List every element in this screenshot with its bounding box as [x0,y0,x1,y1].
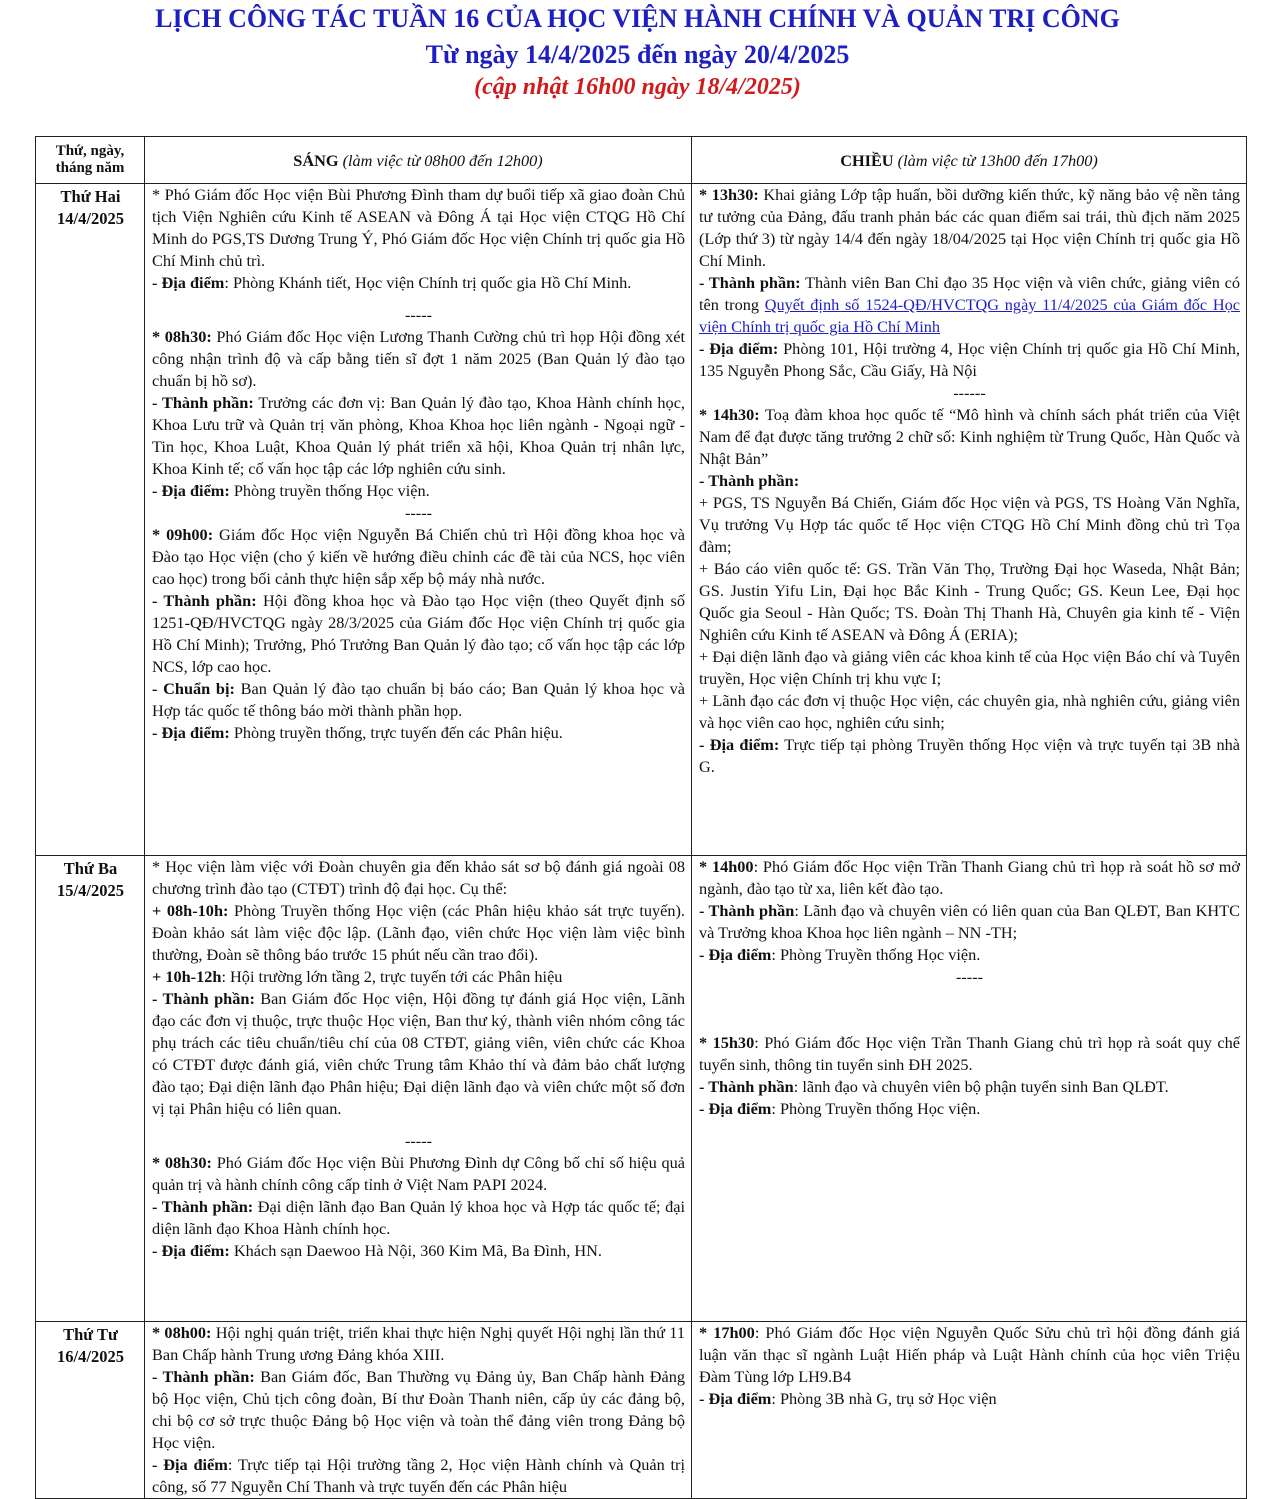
event-location: : Trực tiếp tại Hội trường tầng 2, Học viện Hành chính và Quản trị công, số 77 Nguyễn Chí Thanh và trực tuyến đến các Phân hiệu [152,1455,685,1496]
day-cell [36,1322,145,1499]
event-time: * 13h30: [699,185,759,204]
event-time: * 08h30: [152,1153,212,1172]
header-afternoon-label: CHIỀU [840,150,894,170]
participant-item: + Lãnh đạo các đơn vị thuộc Học viện, các chuyên gia, nhà nghiên cứu, giảng viên và học viên cao học, nghiên cứu sinh; [699,691,1240,732]
event-time: * 14h00 [699,857,754,876]
location-label: - Địa điểm [152,1455,228,1474]
event-location: : Phòng Khánh tiết, Học viện Chính trị quốc gia Hồ Chí Minh. [224,273,632,292]
event-time: + 10h-12h [152,967,222,986]
event-members: Đại diện lãnh đạo Ban Quản lý khoa học và Hợp tác quốc tế; đại diện lãnh đạo Khoa Hành chính học. [152,1197,685,1238]
event-time: * 15h30 [699,1033,755,1052]
event-text: Khai giảng Lớp tập huấn, bồi dưỡng kiến thức, kỹ năng bảo vệ nền tảng tư tưởng của Đảng, đấu tranh phản bác các quan điểm sai trái, thù địch năm 2025 (Lớp thứ 3) từ ngày 14/4 đến ngày 18/04/2025 tại Học viện Chính trị quốc gia Hồ Chí Minh. [699,185,1240,270]
event-location: : Phòng Truyền thống Học viện. [771,945,981,964]
location-label: - Địa điểm [152,1241,225,1260]
prep-label: - Chuẩn bị [152,679,230,698]
afternoon-cell [692,1322,1247,1499]
morning-cell: * Học viện làm việc với Đoàn chuyên gia đến khảo sát sơ bộ đánh giá ngoài 08 chương trình đào tạo (CTĐT) trình độ đại học. Cụ thể: + 08h-10h: Phòng Truyền thống Học viện (các Phân hiệu khảo sát trực tuyến). Đoàn khảo sát làm việc độc lập. (Lãnh đạo, viên chức Học viện làm việc bình thường, Đoàn sẽ thông báo trước 15 phút nếu cần trao đổi). + 10h-12h: Hội trường lớn tầng 2, trực tuyến tới các Phân hiệu - Thành phần: Ban Giám đốc Học viện, Hội đồng tự đánh giá Học viện, Lãnh đạo các đơn vị thuộc, trực thuộc Học viện, Ban thư ký, thành viên nhóm công tác phụ trách các tiêu chuẩn/tiêu chí của 08 CTĐT, giảng viên, viên chức các Khoa có CTĐT được đánh giá, viên chức Trung tâm Khảo thí và đảm bảo chất lượng đào tạo; Đại diện lãnh đạo Phân hiệu; Đại diện lãnh đạo và viên chức một số đơn vị tại Phân hiệu có liên quan. ----- * 08h30: Phó Giám đốc Học viện Bùi Phương Đình dự Công bố chỉ số hiệu quả quản trị và hành chính công cấp tỉnh ở Việt Nam PAPI 2024. - Thành phần: Đại diện lãnh đạo Ban Quản lý khoa học và Hợp tác quốc tế; đại diện lãnh đạo Khoa Hành chính học. - Địa điểm: Khách sạn Daewoo Hà Nội, 360 Kim Mã, Ba Đình, HN. [145,856,692,1322]
event-members: Ban Giám đốc Học viện, Hội đồng tự đánh giá Học viện, Lãnh đạo các đơn vị thuộc, trực thuộc Học viện, Ban thư ký, thành viên nhóm công tác phụ trách các tiêu chuẩn/tiêu chí của 08 CTĐT, giảng viên, viên chức các Khoa có CTĐT được đánh giá, viên chức Trung tâm Khảo thí và đảm bảo chất lượng đào tạo; Đại diện lãnh đạo Phân hiệu; Đại diện lãnh đạo và viên chức một số đơn vị tại Phân hiệu có liên quan. [152,989,685,1118]
event-text: Toạ đàm khoa học quốc tế “Mô hình và chính sách phát triển của Việt Nam để đạt được tăng trưởng 2 chữ số: Kinh nghiệm từ Trung Quốc, Hàn Quốc và Nhật Bản” [699,405,1240,468]
participant-item: + PGS, TS Nguyễn Bá Chiến, Giám đốc Học viện và PGS, TS Hoàng Văn Nghĩa, Vụ trưởng Vụ Hợp tác quốc tế Học viện CTQG Hồ Chí Minh đồng chủ trì Tọa đàm; [699,493,1240,556]
table-row [36,1322,1247,1499]
event-members: Hội đồng khoa học và Đào tạo Học viện (theo Quyết định số 1251-QĐ/HVCTQG ngày 28/3/2025 của Giám đốc Học viện Chính trị quốc gia Hồ Chí Minh); Trưởng, Phó Trưởng Ban Quản lý đào tạo; cố vấn học tập các lớp NCS, lớp cao học. [152,591,685,676]
decision-link[interactable]: Quyết định số 1524-QĐ/HVCTQG ngày 11/4/2025 của Giám đốc Học viện Chính trị quốc gia Hồ Chí Minh [699,295,1240,336]
members-label: - Thành phần [699,471,794,490]
members-label: - Thành phần [152,989,250,1008]
location-label: - Địa điểm [699,1389,772,1408]
event-text: Phó Giám đốc Học viện Lương Thanh Cường chủ trì họp Hội đồng xét công nhận trình độ và cấp bằng tiến sĩ đợt 1 năm 2025 (Ban Quản lý đào tạo chuẩn bị hồ sơ). [152,327,685,390]
event-time: * 17h00 [699,1323,755,1342]
event-location: : Phòng Truyền thống Học viện. [771,1099,981,1118]
header-morning-note: (làm việc từ 08h00 đến 12h00) [342,150,543,170]
separator: ----- [404,503,433,522]
event-location: Phòng truyền thống Học viện. [229,481,430,500]
location-label: - Địa điểm [152,723,225,742]
event-time: * 14h30: [699,405,760,424]
separator: ----- [404,1131,433,1150]
location-label: - Địa điểm [152,481,225,500]
members-label: - Thành phần [699,901,795,920]
separator: ------ [953,383,986,402]
members-label: - Thành phần [152,591,252,610]
event-text: Hội nghị quán triệt, triển khai thực hiện Nghị quyết Hội nghị lần thứ 11 Ban Chấp hành Trung ương Đảng khóa XIII. [152,1323,685,1364]
event-members: Trưởng các đơn vị: Ban Quản lý đào tạo, Khoa Hành chính học, Khoa Lưu trữ và Quản trị văn phòng, Khoa Khoa học liên ngành - Ngoại ngữ - Tin học, Khoa Luật, Khoa Quản lý phát triển xã hội, Khoa Quản trị nhân lực, Khoa Kinh tế; cố vấn học tập các lớp nghiên cứu sinh. [152,393,685,478]
event-text: Giám đốc Học viện Nguyễn Bá Chiến chủ trì Hội đồng khoa học và Đào tạo Học viện (cho ý kiến về hướng điều chỉnh các đề tài của NCS, học viên cao học) trong bối cảnh thực hiện sắp xếp bộ máy nhà nước. [152,525,685,588]
event-text: Phó Giám đốc Học viện Bùi Phương Đình dự Công bố chỉ số hiệu quả quản trị và hành chính công cấp tỉnh ở Việt Nam PAPI 2024. [152,1153,685,1194]
day-cell [36,856,145,1322]
members-label: - Thành phần [152,1197,248,1216]
day-name: Thứ Hai [60,187,121,206]
table-row [36,856,1247,1322]
event-text: * Học viện làm việc với Đoàn chuyên gia đến khảo sát sơ bộ đánh giá ngoài 08 chương trình đào tạo (CTĐT) trình độ đại học. Cụ thể: [152,857,685,898]
event-prep: Ban Quản lý đào tạo chuẩn bị báo cáo; Ban Quản lý khoa học và Hợp tác quốc tế thông báo mời thành phần họp. [152,679,685,720]
location-label: - Địa điểm [699,1099,772,1118]
event-text: : Phó Giám đốc Học viện Trần Thanh Giang chủ trì họp rà soát hồ sơ mở ngành, đào tạo từ xa, liên kết đào tạo. [699,857,1240,898]
event-text: : Hội trường lớn tầng 2, trực tuyến tới các Phân hiệu [221,967,563,986]
date-range: Từ ngày 14/4/2025 đến ngày 20/4/2025 [425,40,850,69]
event-location: : Phòng 3B nhà G, trụ sở Học viện [771,1389,997,1408]
header-day: Thứ, ngày, tháng năm [36,137,145,184]
afternoon-cell [692,856,1247,1322]
event-text: : Phó Giám đốc Học viện Trần Thanh Giang chủ trì họp rà soát quy chế tuyển sinh, thông tin tuyển sinh ĐH 2025. [699,1033,1240,1074]
day-name: Thứ Tư [63,1325,118,1344]
members-label: - Thành phần [152,393,249,412]
event-text: Phòng Truyền thống Học viện (các Phân hiệu khảo sát trực tuyến). Đoàn khảo sát làm việc độc lập. (Lãnh đạo, viên chức Học viện làm việc bình thường, Đoàn sẽ thông báo trước 15 phút nếu cần trao đổi). [152,901,685,964]
header-afternoon-note: (làm việc từ 13h00 đến 17h00) [897,150,1098,170]
day-date: 15/4/2025 [57,881,124,900]
members-label: - Thành phần [699,273,796,292]
header-afternoon [692,137,1247,184]
location-label: - Địa điểm [699,339,773,358]
participant-item: + Đại diện lãnh đạo và giảng viên các khoa kinh tế của Học viện Báo chí và Tuyên truyền, Học viện Chính trị khu vực I; [699,647,1240,688]
members-label: - Thành phần [699,1077,794,1096]
event-members: : Lãnh đạo và chuyên viên có liên quan của Ban QLĐT, Ban KHTC và Trưởng khoa Khoa học liên ngành – NN -TH; [699,901,1240,942]
page-title: LỊCH CÔNG TÁC TUẦN 16 CỦA HỌC VIỆN HÀNH CHÍNH VÀ QUẢN TRỊ CÔNG [155,4,1120,33]
day-cell [36,184,145,856]
updated-note: (cập nhật 16h00 ngày 18/4/2025) [474,74,801,100]
day-date: 14/4/2025 [57,209,124,228]
event-location: Khách sạn Daewoo Hà Nội, 360 Kim Mã, Ba Đình, HN. [229,1241,602,1260]
event-location: Trực tiếp tại phòng Truyền thống Học viện và trực tuyến tại 3B nhà G. [699,735,1240,776]
location-label: - Địa điểm [152,273,225,292]
members-label: - Thành phần [152,1367,250,1386]
event-location: Phòng 101, Hội trường 4, Học viện Chính trị quốc gia Hồ Chí Minh, 135 Nguyễn Phong Sắc, Cầu Giấy, Hà Nội [699,339,1240,380]
event-members: : lãnh đạo và chuyên viên bộ phận tuyển sinh Ban QLĐT. [793,1077,1169,1096]
day-name: Thứ Ba [63,859,118,878]
table-row [36,184,1247,856]
separator: ----- [404,305,433,324]
event-time: * 08h00: [152,1323,212,1342]
separator: ----- [955,967,984,986]
event-time: + 08h-10h: [152,901,229,920]
event-members: Ban Giám đốc, Ban Thường vụ Đảng ủy, Ban Chấp hành Đảng bộ Học viện, Chủ tịch công đoàn, Bí thư Đoàn Thanh niên, cấp ủy các đảng bộ, chi bộ cơ sở trực thuộc Đảng bộ Học viện và toàn thể đảng viên trong Đảng bộ Học viện. [152,1367,685,1452]
participant-item: + Báo cáo viên quốc tế: GS. Trần Văn Thọ, Trường Đại học Waseda, Nhật Bản; GS. Justin Yifu Lin, Đại học Bắc Kinh - Trung Quốc; GS. Keun Lee, Đại học Quốc gia Seoul - Hàn Quốc; TS. Đoàn Thị Thanh Hà, Chuyên gia kinh tế - Viện Nghiên cứu Kinh tế ASEAN và Đông Á (ERIA); [699,559,1240,644]
header-morning [145,137,692,184]
location-label: - Địa điểm [699,735,774,754]
event-members: Thành viên Ban Chỉ đạo 35 Học viện và viên chức, giảng viên có tên trong [699,273,1240,314]
event-time: * 08h30: [152,327,212,346]
afternoon-cell: * 13h30: Khai giảng Lớp tập huấn, bồi dưỡng kiến thức, kỹ năng bảo vệ nền tảng tư tưởng của Đảng, đấu tranh phản bác các quan điểm sai trái, thù địch năm 2025 (Lớp thứ 3) từ ngày 14/4 đến ngày 18/04/2025 tại Học viện Chính trị quốc gia Hồ Chí Minh. - Thành phần: Thành viên Ban Chỉ đạo 35 Học viện và viên chức, giảng viên có tên trong Quyết định số 1524-QĐ/HVCTQG ngày 11/4/2025 của Giám đốc Học viện Chính trị quốc gia Hồ Chí Minh - Địa điểm: Phòng 101, Hội trường 4, Học viện Chính trị quốc gia Hồ Chí Minh, 135 Nguyễn Phong Sắc, Cầu Giấy, Hà Nội ------ * 14h30: Toạ đàm khoa học quốc tế “Mô hình và chính sách phát triển của Việt Nam để đạt được tăng trưởng 2 chữ số: Kinh nghiệm từ Trung Quốc, Hàn Quốc và Nhật Bản” - Thành phần: + PGS, TS Nguyễn Bá Chiến, Giám đốc Học viện và PGS, TS Hoàng Văn Nghĩa, Vụ trưởng Vụ Hợp tác quốc tế Học viện CTQG Hồ Chí Minh đồng chủ trì Tọa đàm; + Báo cáo viên quốc tế: GS. Trần Văn Thọ, Trường Đại học Waseda, Nhật Bản; GS. Justin Yifu Lin, Đại học Bắc Kinh - Trung Quốc; GS. Keun Lee, Đại học Quốc gia Seoul - Hàn Quốc; TS. Đoàn Thị Thanh Hà, Chuyên gia kinh tế - Viện Nghiên cứu Kinh tế ASEAN và Đông Á (ERIA); + Đại diện lãnh đạo và giảng viên các khoa kinh tế của Học viện Báo chí và Tuyên truyền, Học viện Chính trị khu vực I; + Lãnh đạo các đơn vị thuộc Học viện, các chuyên gia, nhà nghiên cứu, giảng viên và học viên cao học, nghiên cứu sinh; - Địa điểm: Trực tiếp tại phòng Truyền thống Học viện và trực tuyến tại 3B nhà G. [692,184,1247,856]
header-morning-label: SÁNG [293,150,339,170]
location-label: - Địa điểm [699,945,772,964]
morning-cell: * 08h00: Hội nghị quán triệt, triển khai thực hiện Nghị quyết Hội nghị lần thứ 11 Ban Chấp hành Trung ương Đảng khóa XIII. - Thành phần: Ban Giám đốc, Ban Thường vụ Đảng ủy, Ban Chấp hành Đảng bộ Học viện, Chủ tịch công đoàn, Bí thư Đoàn Thanh niên, cấp ủy các đảng bộ, chi bộ cơ sở trực thuộc Đảng bộ Học viện và toàn thể đảng viên trong Đảng bộ Học viện. - Địa điểm: Trực tiếp tại Hội trường tầng 2, Học viện Hành chính và Quản trị công, số 77 Nguyễn Chí Thanh và trực tuyến đến các Phân hiệu [145,1322,692,1499]
table-header-row [36,137,1247,184]
event-text: : Phó Giám đốc Học viện Nguyễn Quốc Sửu chủ trì hội đồng đánh giá luận văn thạc sĩ ngành Luật Hiến pháp và Luật Hành chính của học viên Triệu Đàm Tùng lớp LH9.B4 [699,1323,1240,1386]
event-location: Phòng truyền thống, trực tuyến đến các Phân hiệu. [229,723,563,742]
schedule-table [35,136,1247,1499]
day-date: 16/4/2025 [57,1347,124,1366]
event-text: * Phó Giám đốc Học viện Bùi Phương Đình tham dự buổi tiếp xã giao đoàn Chủ tịch Viện Nghiên cứu Kinh tế ASEAN và Đông Á tại Học viện CTQG Hồ Chí Minh do PGS,TS Dương Trung Ý, Phó Giám đốc Học viện Chính trị quốc gia Hồ Chí Minh chủ trì. [152,185,685,270]
event-time: * 09h00: [152,525,214,544]
morning-cell: * Phó Giám đốc Học viện Bùi Phương Đình tham dự buổi tiếp xã giao đoàn Chủ tịch Viện Nghiên cứu Kinh tế ASEAN và Đông Á tại Học viện CTQG Hồ Chí Minh do PGS,TS Dương Trung Ý, Phó Giám đốc Học viện Chính trị quốc gia Hồ Chí Minh chủ trì. - Địa điểm: Phòng Khánh tiết, Học viện Chính trị quốc gia Hồ Chí Minh. ----- * 08h30: Phó Giám đốc Học viện Lương Thanh Cường chủ trì họp Hội đồng xét công nhận trình độ và cấp bằng tiến sĩ đợt 1 năm 2025 (Ban Quản lý đào tạo chuẩn bị hồ sơ). - Thành phần: Trưởng các đơn vị: Ban Quản lý đào tạo, Khoa Hành chính học, Khoa Lưu trữ và Quản trị văn phòng, Khoa Khoa học liên ngành - Ngoại ngữ - Tin học, Khoa Luật, Khoa Quản lý phát triển xã hội, Khoa Quản trị nhân lực, Khoa Kinh tế; cố vấn học tập các lớp nghiên cứu sinh. - Địa điểm: Phòng truyền thống Học viện. ----- * 09h00: Giám đốc Học viện Nguyễn Bá Chiến chủ trì Hội đồng khoa học và Đào tạo Học viện (cho ý kiến về hướng điều chỉnh các đề tài của NCS, học viên cao học) trong bối cảnh thực hiện sắp xếp bộ máy nhà nước. - Thành phần: Hội đồng khoa học và Đào tạo Học viện (theo Quyết định số 1251-QĐ/HVCTQG ngày 28/3/2025 của Giám đốc Học viện Chính trị quốc gia Hồ Chí Minh); Trưởng, Phó Trưởng Ban Quản lý đào tạo; cố vấn học tập các lớp NCS, lớp cao học. - Chuẩn bị: Ban Quản lý đào tạo chuẩn bị báo cáo; Ban Quản lý khoa học và Hợp tác quốc tế thông báo mời thành phần họp. - Địa điểm: Phòng truyền thống, trực tuyến đến các Phân hiệu. [145,184,692,856]
